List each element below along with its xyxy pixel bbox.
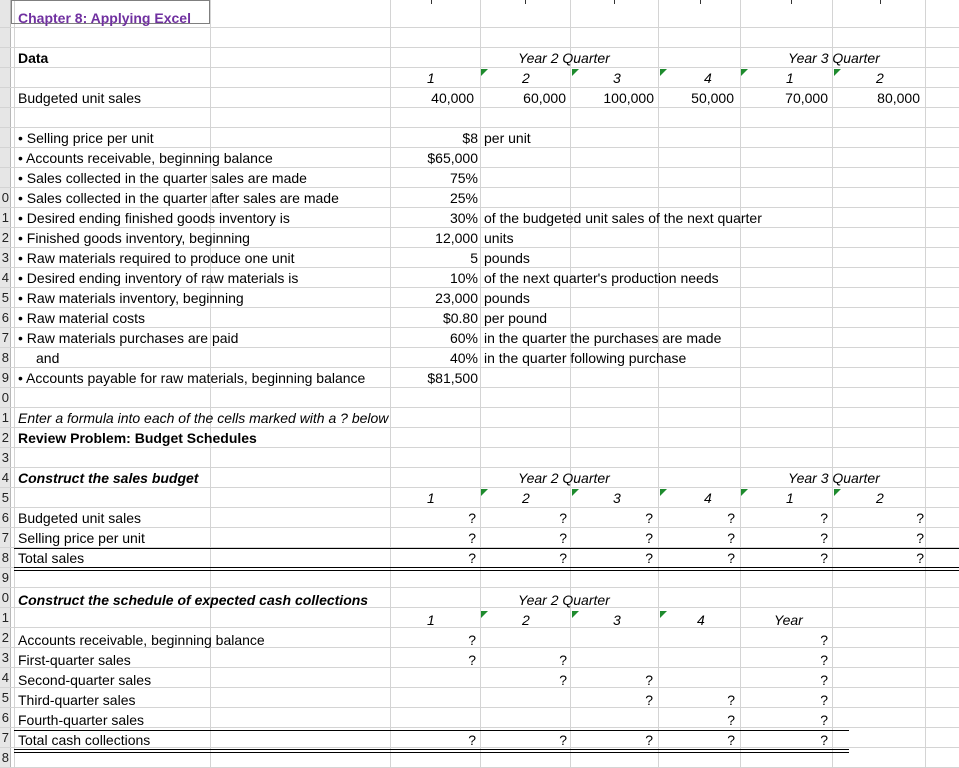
param-value[interactable]: $81,500 xyxy=(427,370,478,386)
param-value[interactable]: 5 xyxy=(470,250,478,266)
sales-budget-cell[interactable]: ? xyxy=(916,530,924,546)
cash-row-label: Accounts receivable, beginning balance xyxy=(18,632,265,648)
param-note: in the quarter following purchase xyxy=(484,350,687,366)
sales-budget-year3-heading: Year 3 Quarter xyxy=(788,470,880,486)
row-number[interactable]: 3 xyxy=(1,650,9,665)
cash-collections-cell[interactable]: ? xyxy=(645,692,653,708)
comment-marker-icon[interactable] xyxy=(481,489,488,496)
cash-row-label: Third-quarter sales xyxy=(18,692,136,708)
data-quarter-3: 3 xyxy=(613,70,621,86)
row-number[interactable]: 7 xyxy=(1,530,9,545)
param-label: • Desired ending finished goods inventory is xyxy=(18,210,290,226)
param-label: • Raw materials purchases are paid xyxy=(18,330,239,346)
param-note: pounds xyxy=(484,250,530,266)
column-header-edge[interactable] xyxy=(700,0,701,4)
sales-budget-quarter: 3 xyxy=(613,490,621,506)
budgeted-unit-sales-label: Budgeted unit sales xyxy=(18,90,141,106)
param-value[interactable]: 23,000 xyxy=(435,290,478,306)
data-quarter-2: 2 xyxy=(522,70,530,86)
sales-budget-row-label: Total sales xyxy=(18,550,85,566)
column-header-edge[interactable] xyxy=(614,0,615,4)
cash-collections-cell[interactable]: ? xyxy=(820,672,828,688)
row-number[interactable]: 6 xyxy=(1,510,9,525)
row-number[interactable]: 2 xyxy=(1,630,9,645)
row-number[interactable]: 6 xyxy=(1,310,9,325)
comment-marker-icon[interactable] xyxy=(572,489,579,496)
cash-collections-cell[interactable] xyxy=(531,710,567,730)
cash-collections-cell[interactable]: ? xyxy=(559,652,567,668)
row-number[interactable]: 4 xyxy=(1,270,9,285)
data-heading: Data xyxy=(18,50,49,66)
sales-budget-quarter: 1 xyxy=(786,490,794,506)
row-gridline xyxy=(0,587,959,588)
cash-collections-year-heading: Year xyxy=(774,612,803,628)
cash-collections-title: Construct the schedule of expected cash collections xyxy=(18,592,369,608)
param-label: • Sales collected in the quarter after sales are made xyxy=(18,190,339,206)
sales-budget-year2-heading: Year 2 Quarter xyxy=(518,470,610,486)
review-problem-title: Review Problem: Budget Schedules xyxy=(18,430,257,446)
sales-budget-cell[interactable]: ? xyxy=(645,550,653,566)
cash-collections-cell[interactable]: ? xyxy=(820,732,828,748)
row-number[interactable]: 2 xyxy=(1,430,9,445)
row-number[interactable]: 5 xyxy=(1,290,9,305)
row-number[interactable]: 5 xyxy=(1,690,9,705)
unit-sales-value[interactable]: 40,000 xyxy=(431,90,474,106)
comment-marker-icon[interactable] xyxy=(834,489,841,496)
cash-collections-cell[interactable]: ? xyxy=(468,652,476,668)
row-number[interactable]: 7 xyxy=(1,730,9,745)
unit-sales-value[interactable]: 80,000 xyxy=(877,90,920,106)
sales-budget-cell[interactable]: ? xyxy=(916,510,924,526)
column-gridline xyxy=(570,0,571,768)
sales-budget-cell[interactable]: ? xyxy=(820,510,828,526)
cash-collections-cell[interactable]: ? xyxy=(820,632,828,648)
cash-collections-quarter: 3 xyxy=(613,612,621,628)
total-sales-double-border xyxy=(14,570,959,571)
sales-budget-quarter: 2 xyxy=(522,490,530,506)
cash-collections-cell[interactable] xyxy=(699,650,735,670)
column-gridline xyxy=(14,0,15,768)
param-label: and xyxy=(36,350,60,366)
column-header-edge[interactable] xyxy=(791,0,792,4)
sales-budget-cell[interactable]: ? xyxy=(468,550,476,566)
param-label: • Sales collected in the quarter sales are made xyxy=(18,170,307,186)
row-number[interactable]: 1 xyxy=(1,410,9,425)
cash-collections-cell[interactable] xyxy=(440,710,476,730)
param-value[interactable]: $65,000 xyxy=(427,150,478,166)
row-number[interactable]: 7 xyxy=(1,330,9,345)
sales-budget-cell[interactable]: ? xyxy=(559,510,567,526)
cash-collections-cell[interactable]: ? xyxy=(727,692,735,708)
unit-sales-value[interactable]: 60,000 xyxy=(523,90,566,106)
column-gridline xyxy=(390,0,391,768)
param-label: • Raw material costs xyxy=(18,310,146,326)
total-sales-bottom-border xyxy=(14,567,959,568)
param-value[interactable]: 10% xyxy=(449,270,478,286)
cash-collections-cell[interactable] xyxy=(531,630,567,650)
cash-row-label: Total cash collections xyxy=(18,732,151,748)
cash-collections-quarter: 2 xyxy=(522,612,530,628)
sales-budget-title: Construct the sales budget xyxy=(18,470,199,486)
param-value[interactable]: 30% xyxy=(449,210,478,226)
sales-budget-cell[interactable]: ? xyxy=(645,530,653,546)
comment-marker-icon[interactable] xyxy=(660,611,667,618)
column-gridline xyxy=(480,0,481,768)
total-sales-top-border xyxy=(14,548,959,549)
total-cash-double-border xyxy=(14,752,849,753)
param-value[interactable]: 12,000 xyxy=(435,230,478,246)
sales-budget-row-label: Selling price per unit xyxy=(18,530,145,546)
sales-budget-cell[interactable]: ? xyxy=(916,550,924,566)
cash-collections-cell[interactable] xyxy=(440,690,476,710)
total-cash-bottom-border xyxy=(14,749,849,750)
row-number[interactable]: 4 xyxy=(1,470,9,485)
param-label: • Selling price per unit xyxy=(18,130,154,146)
param-value[interactable]: 60% xyxy=(449,330,478,346)
param-value[interactable]: $0.80 xyxy=(442,310,478,326)
sales-budget-cell[interactable]: ? xyxy=(645,510,653,526)
row-number[interactable]: 0 xyxy=(1,190,9,205)
data-quarter-4: 4 xyxy=(704,70,712,86)
cash-collections-cell[interactable] xyxy=(617,630,653,650)
param-label: • Finished goods inventory, beginning xyxy=(18,230,250,246)
sales-budget-cell[interactable]: ? xyxy=(820,550,828,566)
cash-row-label: Fourth-quarter sales xyxy=(18,712,145,728)
param-label: • Raw materials inventory, beginning xyxy=(18,290,244,306)
cash-collections-cell[interactable]: ? xyxy=(645,672,653,688)
sales-budget-quarter: 1 xyxy=(427,490,435,506)
row-number[interactable]: 6 xyxy=(1,710,9,725)
instructions-text: Enter a formula into each of the cells marked with a ? below xyxy=(18,410,389,426)
param-value[interactable]: 25% xyxy=(449,190,478,206)
data-year3-quarter-2: 2 xyxy=(876,70,884,86)
comment-marker-icon[interactable] xyxy=(572,69,579,76)
sales-budget-cell[interactable]: ? xyxy=(727,510,735,526)
total-cash-top-border xyxy=(14,730,849,731)
comment-marker-icon[interactable] xyxy=(481,69,488,76)
comment-marker-icon[interactable] xyxy=(741,489,748,496)
cash-collections-cell[interactable]: ? xyxy=(820,652,828,668)
cash-row-label: Second-quarter sales xyxy=(18,672,152,688)
cash-collections-year2-heading: Year 2 Quarter xyxy=(518,592,610,608)
param-note: of the budgeted unit sales of the next quarter xyxy=(484,210,762,226)
sales-budget-cell[interactable]: ? xyxy=(727,530,735,546)
cash-collections-cell[interactable]: ? xyxy=(559,672,567,688)
row-number[interactable]: 5 xyxy=(1,490,9,505)
cash-collections-cell[interactable]: ? xyxy=(727,732,735,748)
sales-budget-cell[interactable]: ? xyxy=(820,530,828,546)
comment-marker-icon[interactable] xyxy=(741,69,748,76)
sales-budget-cell[interactable]: ? xyxy=(559,550,567,566)
param-note: units xyxy=(484,230,514,246)
comment-marker-icon[interactable] xyxy=(660,69,667,76)
param-label: • Raw materials required to produce one unit xyxy=(18,250,295,266)
sales-budget-quarter: 2 xyxy=(876,490,884,506)
param-note: per pound xyxy=(484,310,548,326)
param-value[interactable]: 40% xyxy=(449,350,478,366)
comment-marker-icon[interactable] xyxy=(660,489,667,496)
sales-budget-cell[interactable]: ? xyxy=(468,530,476,546)
cash-collections-cell[interactable]: ? xyxy=(820,692,828,708)
sales-budget-row-label: Budgeted unit sales xyxy=(18,510,141,526)
row-number[interactable]: 8 xyxy=(1,550,9,565)
row-number[interactable]: 8 xyxy=(1,350,9,365)
row-number[interactable]: 9 xyxy=(1,570,9,585)
sales-budget-cell[interactable]: ? xyxy=(727,550,735,566)
unit-sales-value[interactable]: 100,000 xyxy=(603,90,654,106)
cash-collections-cell[interactable] xyxy=(617,650,653,670)
row-number[interactable]: 1 xyxy=(1,610,9,625)
param-value[interactable]: $8 xyxy=(462,130,478,146)
row-number[interactable]: 3 xyxy=(1,250,9,265)
data-quarter-1: 1 xyxy=(427,70,435,86)
comment-marker-icon[interactable] xyxy=(572,611,579,618)
row-number[interactable]: 0 xyxy=(1,390,9,405)
cash-collections-cell[interactable]: ? xyxy=(645,732,653,748)
row-gridline xyxy=(0,627,959,628)
unit-sales-value[interactable]: 70,000 xyxy=(785,90,828,106)
row-number[interactable]: 1 xyxy=(1,210,9,225)
column-header-edge[interactable] xyxy=(431,0,432,4)
cash-collections-cell[interactable]: ? xyxy=(468,732,476,748)
comment-marker-icon[interactable] xyxy=(834,69,841,76)
data-year3-quarter-1: 1 xyxy=(786,70,794,86)
unit-sales-value[interactable]: 50,000 xyxy=(691,90,734,106)
column-header-edge[interactable] xyxy=(880,0,881,4)
column-gridline xyxy=(658,0,659,768)
data-year3-quarter-heading: Year 3 Quarter xyxy=(788,50,880,66)
cash-collections-cell[interactable]: ? xyxy=(820,712,828,728)
cash-collections-cell[interactable]: ? xyxy=(727,712,735,728)
row-number[interactable]: 8 xyxy=(1,750,9,765)
param-label: • Desired ending inventory of raw materials is xyxy=(18,270,299,286)
row-number[interactable]: 4 xyxy=(1,670,9,685)
param-label: • Accounts receivable, beginning balance xyxy=(18,150,273,166)
row-number[interactable]: 3 xyxy=(1,450,9,465)
sales-budget-quarter: 4 xyxy=(704,490,712,506)
cash-collections-cell[interactable] xyxy=(440,670,476,690)
column-gridline xyxy=(740,0,741,768)
row-number[interactable]: 9 xyxy=(1,370,9,385)
cash-collections-cell[interactable]: ? xyxy=(559,732,567,748)
cash-collections-cell[interactable] xyxy=(699,670,735,690)
param-value[interactable]: 75% xyxy=(449,170,478,186)
column-gridline xyxy=(832,0,833,768)
row-number[interactable]: 0 xyxy=(1,590,9,605)
param-note: per unit xyxy=(484,130,531,146)
sheet-title: Chapter 8: Applying Excel xyxy=(18,10,191,26)
cash-collections-cell[interactable]: ? xyxy=(468,632,476,648)
cash-row-label: First-quarter sales xyxy=(18,652,131,668)
cash-collections-quarter: 1 xyxy=(427,612,435,628)
param-label: • Accounts payable for raw materials, beginning balance xyxy=(18,370,366,386)
row-number[interactable]: 2 xyxy=(1,230,9,245)
sales-budget-cell[interactable]: ? xyxy=(559,530,567,546)
column-gridline xyxy=(925,0,926,768)
cash-collections-quarter: 4 xyxy=(697,612,705,628)
sales-budget-cell[interactable]: ? xyxy=(468,510,476,526)
cash-collections-cell[interactable] xyxy=(699,630,735,650)
data-year2-quarter-heading: Year 2 Quarter xyxy=(518,50,610,66)
cash-collections-cell[interactable] xyxy=(531,690,567,710)
cash-collections-cell[interactable] xyxy=(617,710,653,730)
param-note: of the next quarter's production needs xyxy=(484,270,719,286)
param-note: pounds xyxy=(484,290,530,306)
param-note: in the quarter the purchases are made xyxy=(484,330,722,346)
column-header-edge[interactable] xyxy=(525,0,526,4)
comment-marker-icon[interactable] xyxy=(481,611,488,618)
